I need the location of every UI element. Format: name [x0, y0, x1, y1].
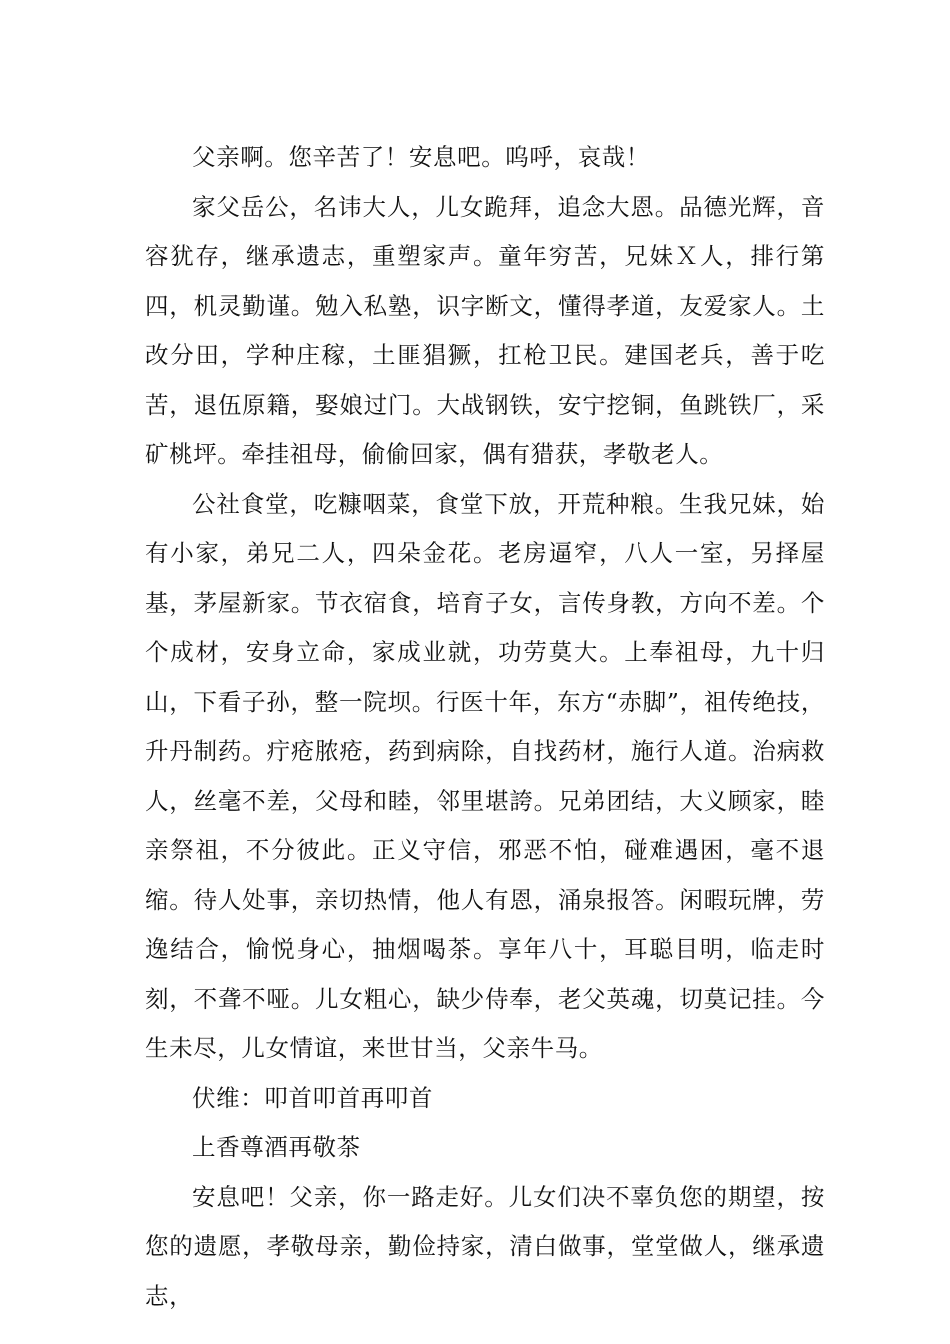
- document-body: [145, 133, 825, 1321]
- paragraph-bow: 伏维：叩首叩首再叩首: [192, 1083, 433, 1112]
- paragraph-farewell: 安息吧！父亲，你一路走好。儿女们决不辜负您的期望，按您的遗愿，孝敬母亲，勤俭持家，清白做事，堂堂做人，继承遗志，: [145, 1182, 825, 1310]
- paragraph-offering: 上香尊酒再敬茶: [192, 1133, 361, 1161]
- paragraph-family-life: 公社食堂，吃糠咽菜，食堂下放，开荒种粮。生我兄妹，始有小家，弟兄二人，四朵金花。老房逼窄，八人一室，另择屋基，茅屋新家。节衣宿食，培育子女，言传身教，方向不差。个个成材，安身立命，家成业就，功劳莫大。上奉祖母，九十归山，下看子孙，整一院坝。行医十年，东方“赤脚”，祖传绝技，升丹制药。疔疮脓疮，药到病除，自找药材，施行人道。治病救人，丝毫不差，父母和睦，邻里堪誇。兄弟团结，大义顾家，睦亲祭祖，不分彼此。正义守信，邪恶不怕，碰难遇困，毫不退缩。待人处事，亲切热情，他人有恩，涌泉报答。闲暇玩牌，劳逸结合，愉悦身心，抽烟喝茶。享年八十，耳聪目明，临走时刻，不聋不哑。儿女粗心，缺少侍奉，老父英魂，切莫记挂。今生未尽，儿女情谊，来世甘当，父亲牛马。: [145, 489, 825, 1062]
- paragraph-opening: 父亲啊。您辛苦了！安息吧。呜呼，哀哉！: [192, 143, 650, 171]
- paragraph-early-life: 家父岳公，名讳大人，儿女跪拜，追念大恩。品德光辉，音容犹存，继承遗志，重塑家声。童年穷苦，兄妹Ｘ人，排行第四，机灵勤谨。勉入私塾，识字断文，懂得孝道，友爱家人。土改分田，学种庄稼，土匪猖獗，扛枪卫民。建国老兵，善于吃苦，退伍原籍，娶娘过门。大战钢铁，安宁挖铜，鱼跳铁厂，采矿桃坪。牵挂祖母，偷偷回家，偶有猎获，孝敬老人。: [145, 192, 825, 468]
